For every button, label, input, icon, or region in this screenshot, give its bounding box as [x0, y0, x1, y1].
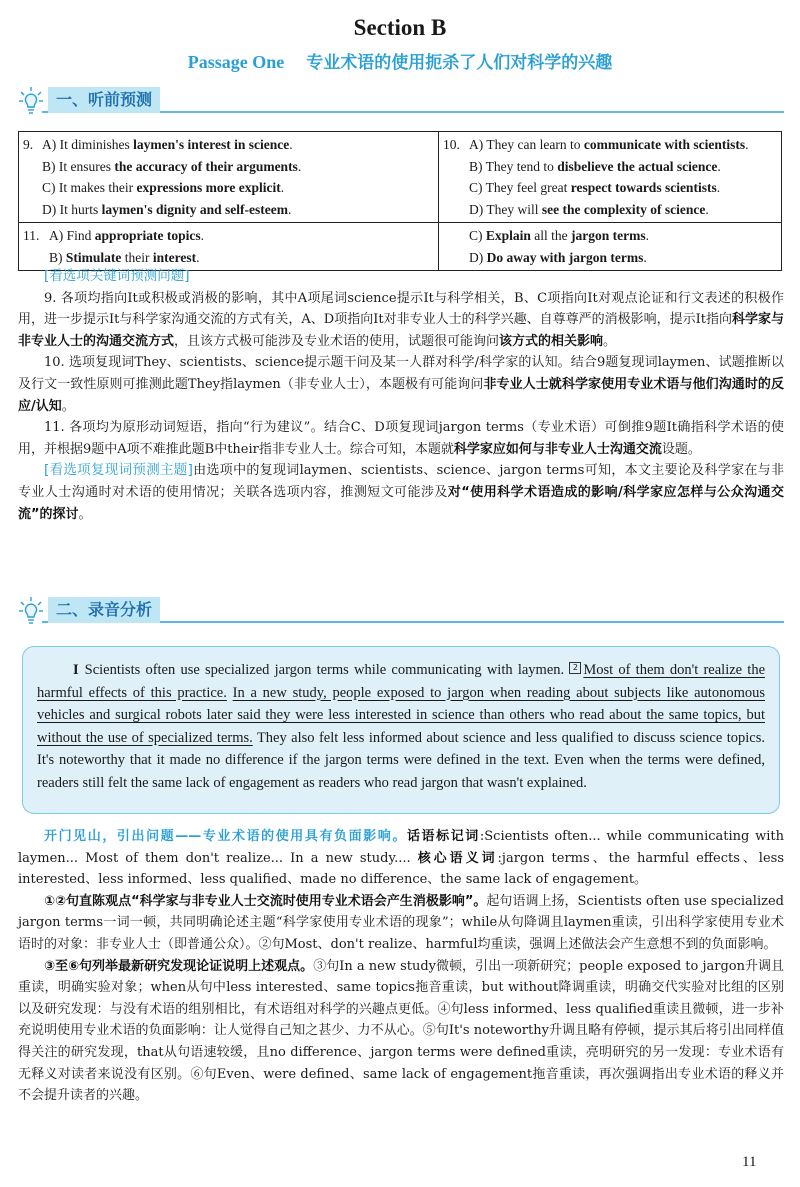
analysis-q9: 9. 各项均指向It或积极或消极的影响，其中A项尾词science提示It与科学相关，B、C项指向It对观点论证和行文表述的积极作用，进一步提示It与科学家沟通交流的方式有关，A、D项指向It对非专业人士的科学兴趣、自尊尊严的消极影响，提示It指向科学家与非专业人士的沟通交流方式，且该方式极可能涉及专业术语的使用，试题很可能询问该方式的相关影响。 [18, 290, 784, 349]
question-10-options [439, 132, 782, 223]
page-number: 11 [742, 1154, 757, 1170]
sentence-4-6: They also felt less informed about science and less qualified to discuss science topics. It's noteworthy that it made no difference if the jargon terms were defined in the text. Even when the terms were defined, readers still felt the same lack of engagement as readers who read jargon that wasn't explained. [37, 729, 765, 791]
keyword-tag: [看选项关键词预测问题] [44, 268, 190, 284]
sentence-2: Most of them don't realize the harmful effects of this practice. [37, 662, 766, 701]
options-table [18, 131, 782, 271]
sentences-1-2-analysis: ①②句直陈观点“科学家与非专业人士交流时使用专业术语会产生消极影响”。起句语调上扬，Scientists often use specialized jargon terms一词一顿，共同明确论述主题“科学家使用专业术语的现象”；while从句降调且laymen重读，引出科学家使用专业术语时的对象：非专业人士（即普通公众）。②句Most、don't realize、harmful均重读，强调上述做法会产生意想不到的负面影响。 [18, 893, 784, 952]
question-9-options [19, 132, 439, 223]
passage-title [0, 48, 800, 73]
answer-marker-icon: 2 [569, 662, 581, 674]
paragraph-number: I [73, 662, 79, 678]
sentence-1: Scientists often use specialized jargon terms while communicating with laymen. [84, 662, 565, 678]
heading-text: 二、录音分析 [48, 597, 160, 623]
table-row [19, 223, 782, 271]
table-row [19, 132, 782, 223]
option-11a: 11. A) Find appropriate topics. [23, 228, 205, 243]
question-11-left-options [19, 223, 439, 271]
sentence-3: In a new study, people exposed to jargon when reading about subjects like autonomous vehicles and surgical robots later said they were less interested in science than others who read about the same topics, but without the use of specialized terms. [37, 684, 765, 746]
section-title: Section B [353, 15, 447, 40]
option-9a: 9. A) It diminishes laymen's interest in science. [23, 137, 293, 152]
lightbulb-icon [18, 86, 44, 116]
option-9d: D) It hurts laymen's dignity and self-esteem. [42, 201, 292, 217]
pre-listen-heading [18, 86, 784, 116]
option-11b: B) Stimulate their interest. [49, 249, 200, 265]
lead-paragraph: 开门见山，引出问题——专业术语的使用具有负面影响。话语标记词:Scientists often... while communicating with laymen... Most of them don't realize... In a new study.... 核心语义词:jargon terms、the harmful effects、less interested、less informed、less qualified、made no difference、the same lack of engagement。 [18, 829, 785, 888]
option-9b: B) It ensures the accuracy of their arguments. [42, 158, 302, 174]
lightbulb-icon [18, 596, 44, 626]
recording-analysis [18, 826, 784, 1107]
option-11c: C) Explain all the jargon terms. [469, 228, 650, 243]
option-10a: 10. A) They can learn to communicate with scientists. [443, 137, 749, 152]
analysis-q10: 10. 选项复现词They、scientists、science提示题干问及某一人群对科学/科学家的认知。结合9题复现词laymen、试题推断以及行文一致性原则可推测此题They指laymen（非专业人士），本题极有可能询问非专业人士就科学家使用专业术语与他们沟通时的反应/认知。 [18, 355, 784, 414]
option-10d: D) They will see the complexity of science. [469, 201, 709, 217]
passage-topic: 专业术语的使用扼杀了人们对科学的兴趣 [306, 53, 613, 73]
option-9c: C) It makes their expressions more explicit. [42, 180, 285, 195]
sentences-3-6-analysis: ③至⑥句列举最新研究发现论证说明上述观点。③句In a new study微顿，引出一项新研究；people exposed to jargon升调且重读，明确实验对象；when从句中less interested、same topics拖音重读，but without降调重读，明确交代实验对比组的区别以及研究发现：与没有术语的组别相比，有术语组对科学的兴趣点更低。④句less informed、less qualified重读且微顿，进一步补充说明使用专业术语的负面影响：让人觉得自己知之甚少、力不从心。⑤句It's noteworthy升调且略有停顿，提示其后将引出同样值得关注的研究发现，that从句语速较缓，且no difference、jargon terms were defined重读，亮明研究的另一发现：专业术语有无释义对读者来说没有区别。⑥句Even、were defined、same lack of engagement拖音重读，再次强调指出专业术语的释义并不会提升读者的兴趣。 [18, 958, 785, 1104]
option-10c: C) They feel great respect towards scientists. [469, 180, 721, 195]
analysis-q11: 11. 各项均为原形动词短语，指向“行为建议”。结合C、D项复现词jargon terms（专业术语）可倒推9题It确指科学术语的使用，并根据9题中A项不难推此题B中their指非专业人士。综合可知，本题就科学家应如何与非专业人士沟通交流设题。 [18, 420, 784, 457]
recording-heading [18, 596, 784, 626]
heading-text: 一、听前预测 [48, 87, 160, 113]
passage-label: Passage One [187, 52, 285, 72]
passage-text-box [22, 646, 780, 814]
option-11d: D) Do away with jargon terms. [469, 249, 647, 265]
question-11-right-options [439, 223, 782, 271]
analysis-theme: [看选项复现词预测主题]由选项中的复现词laymen、scientists、science、jargon terms可知，本文主要论及科学家在与非专业人士沟通时对术语的使用情况；关联各选项内容，推测短文可能涉及对“使用科学术语造成的影响/科学家应怎样与公众沟通交流”的探讨。 [18, 462, 784, 522]
option-10b: B) They tend to disbelieve the actual science. [469, 158, 721, 174]
prediction-analysis [18, 266, 784, 525]
